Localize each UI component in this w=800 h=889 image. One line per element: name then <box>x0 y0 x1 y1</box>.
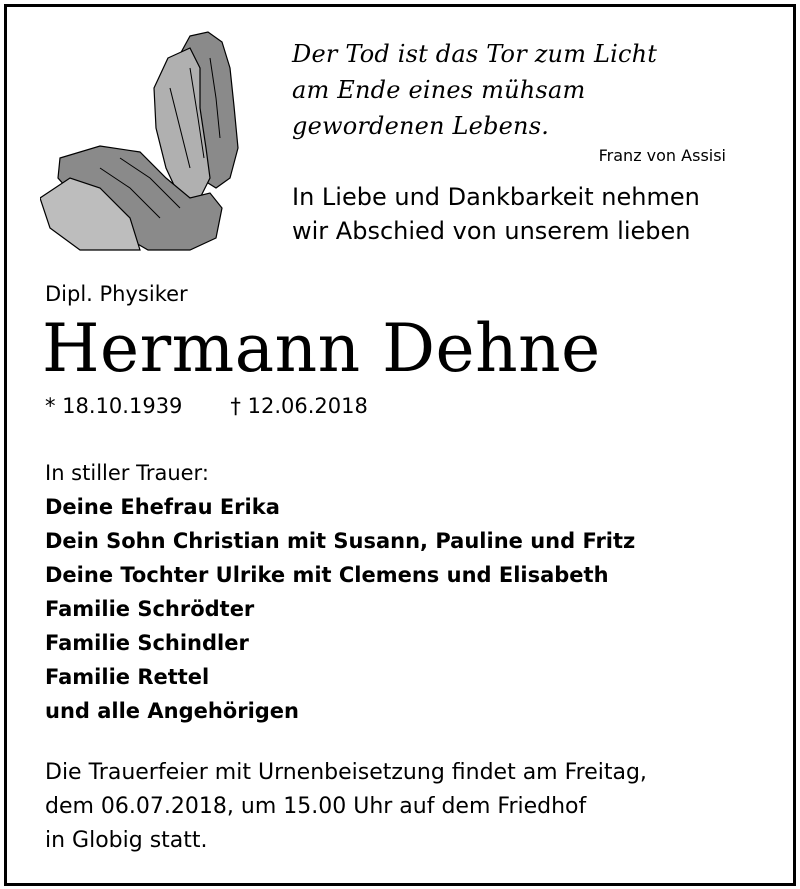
quote-author: Franz von Assisi <box>598 146 726 165</box>
deceased-name: Hermann Dehne <box>42 310 601 387</box>
mourner-line: Dein Sohn Christian mit Susann, Pauline und Fritz <box>45 529 636 553</box>
service-line: Die Trauerfeier mit Urnenbeisetzung findet am Freitag, <box>45 760 647 785</box>
mourner-line: Familie Schrödter <box>45 597 255 621</box>
life-dates <box>45 392 368 420</box>
quote-line: Der Tod ist das Tor zum Licht <box>292 40 658 68</box>
service-info <box>45 756 765 858</box>
intro-line: wir Abschied von unserem lieben <box>292 217 691 245</box>
mourner-line: Deine Tochter Ulrike mit Clemens und Elisabeth <box>45 563 609 587</box>
mourner-line: und alle Angehörigen <box>45 699 299 723</box>
mourner-line: Deine Ehefrau Erika <box>45 495 280 519</box>
intro-text <box>292 180 772 248</box>
mourners-section <box>45 456 765 728</box>
mourners-lead: In stiller Trauer: <box>45 461 209 485</box>
service-line: in Globig statt. <box>45 828 208 853</box>
intro-line: In Liebe und Dankbarkeit nehmen <box>292 183 700 211</box>
deceased-title: Dipl. Physiker <box>45 282 188 306</box>
mourner-line: Familie Schindler <box>45 631 249 655</box>
praying-hands-icon <box>40 28 250 253</box>
death-date: † 12.06.2018 <box>230 394 368 418</box>
birth-date: * 18.10.1939 <box>45 394 183 418</box>
mourner-line: Familie Rettel <box>45 665 210 689</box>
service-line: dem 06.07.2018, um 15.00 Uhr auf dem Friedhof <box>45 794 587 819</box>
quote-line: am Ende eines mühsam <box>292 76 586 104</box>
quote-line: gewordenen Lebens. <box>292 112 550 140</box>
quote <box>292 36 762 144</box>
